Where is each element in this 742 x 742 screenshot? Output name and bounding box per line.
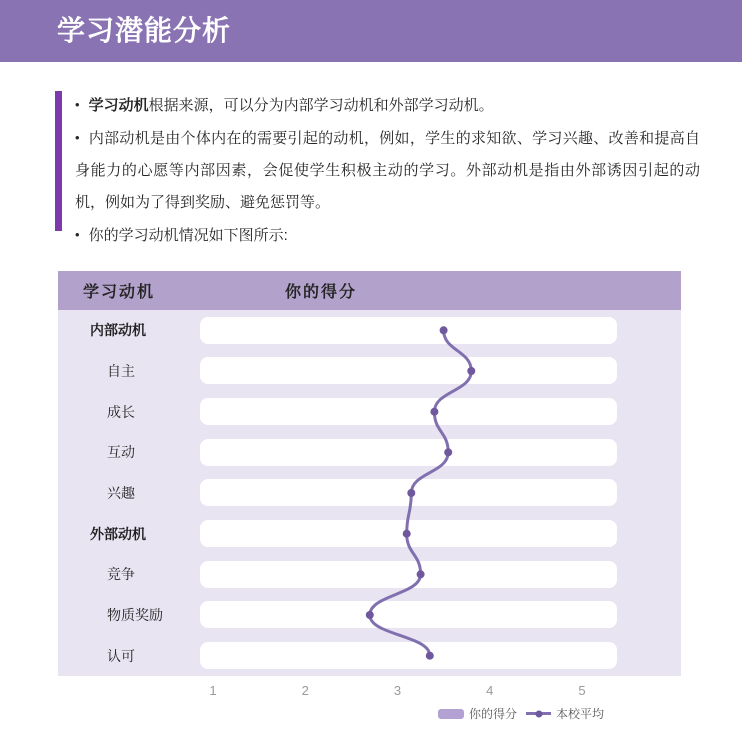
- score-bar-track: [200, 642, 617, 669]
- bullet-text: 根据来源，可以分为内部学习动机和外部学习动机。: [148, 97, 494, 114]
- score-bar-track: [200, 398, 617, 425]
- intro-bullets: [75, 89, 700, 252]
- accent-bar: [55, 91, 62, 231]
- axis-tick-label: 1: [209, 683, 217, 698]
- column-header-category: 学习动机: [83, 284, 156, 301]
- bullet-item: [75, 122, 700, 219]
- legend-bar-swatch-icon: [438, 709, 464, 719]
- table-row: [58, 635, 681, 676]
- table-row: [58, 595, 681, 636]
- table-row: [58, 391, 681, 432]
- chart-body: [58, 310, 681, 676]
- bullet-bold-text: 学习动机: [88, 97, 149, 114]
- score-bar-track: [200, 317, 617, 344]
- row-label: 自主: [107, 362, 135, 379]
- axis-tick-label: 2: [301, 683, 309, 698]
- bullet-text: 内部动机是由个体内在的需要引起的动机，例如，学生的求知欲、学习兴趣、改善和提高自身能力的心愿等内部因素，会促使学生积极主动的学习。外部动机是指由外部诱因引起的动机，例如为了得到奖励、避免惩罚等。: [75, 130, 700, 211]
- table-row: [58, 513, 681, 554]
- legend-line-dot-icon: [526, 712, 551, 715]
- row-label: 物质奖励: [107, 606, 163, 623]
- score-bar-track: [200, 520, 617, 547]
- axis-tick-label: 4: [486, 683, 494, 698]
- bullet-item: [75, 89, 700, 122]
- chart-legend: [438, 705, 604, 722]
- chart-table-header: [58, 271, 681, 310]
- motivation-chart: [58, 271, 681, 742]
- row-label: 外部动机: [90, 525, 146, 542]
- page-title: 学习潜能分析: [57, 15, 232, 46]
- axis-tick-label: 3: [393, 683, 402, 698]
- row-label: 成长: [107, 403, 135, 420]
- axis-tick-label: 5: [578, 683, 586, 698]
- legend-label-score: 你的得分: [469, 707, 518, 721]
- bullet-icon: •: [75, 130, 80, 145]
- bullet-icon: •: [75, 97, 80, 112]
- row-label: 兴趣: [107, 484, 135, 501]
- intro-section: [55, 89, 703, 252]
- page-header: [0, 0, 742, 62]
- row-label: 内部动机: [90, 322, 146, 339]
- table-row: [58, 432, 681, 473]
- row-label: 认可: [107, 647, 135, 664]
- bullet-text: 你的学习动机情况如下图所示:: [88, 227, 288, 244]
- score-bar-track: [200, 439, 617, 466]
- table-row: [58, 473, 681, 514]
- score-bar-track: [200, 357, 617, 384]
- table-row: [58, 310, 681, 351]
- legend-label-average: 本校平均: [556, 707, 605, 721]
- bullet-item: [75, 219, 700, 252]
- table-row: [58, 351, 681, 392]
- x-axis: [58, 683, 681, 701]
- row-label: 竞争: [107, 566, 135, 583]
- column-header-score: 你的得分: [285, 284, 358, 301]
- score-bar-track: [200, 479, 617, 506]
- bullet-icon: •: [75, 227, 80, 242]
- score-bar-track: [200, 601, 617, 628]
- table-row: [58, 554, 681, 595]
- row-label: 互动: [107, 444, 135, 461]
- score-bar-track: [200, 561, 617, 588]
